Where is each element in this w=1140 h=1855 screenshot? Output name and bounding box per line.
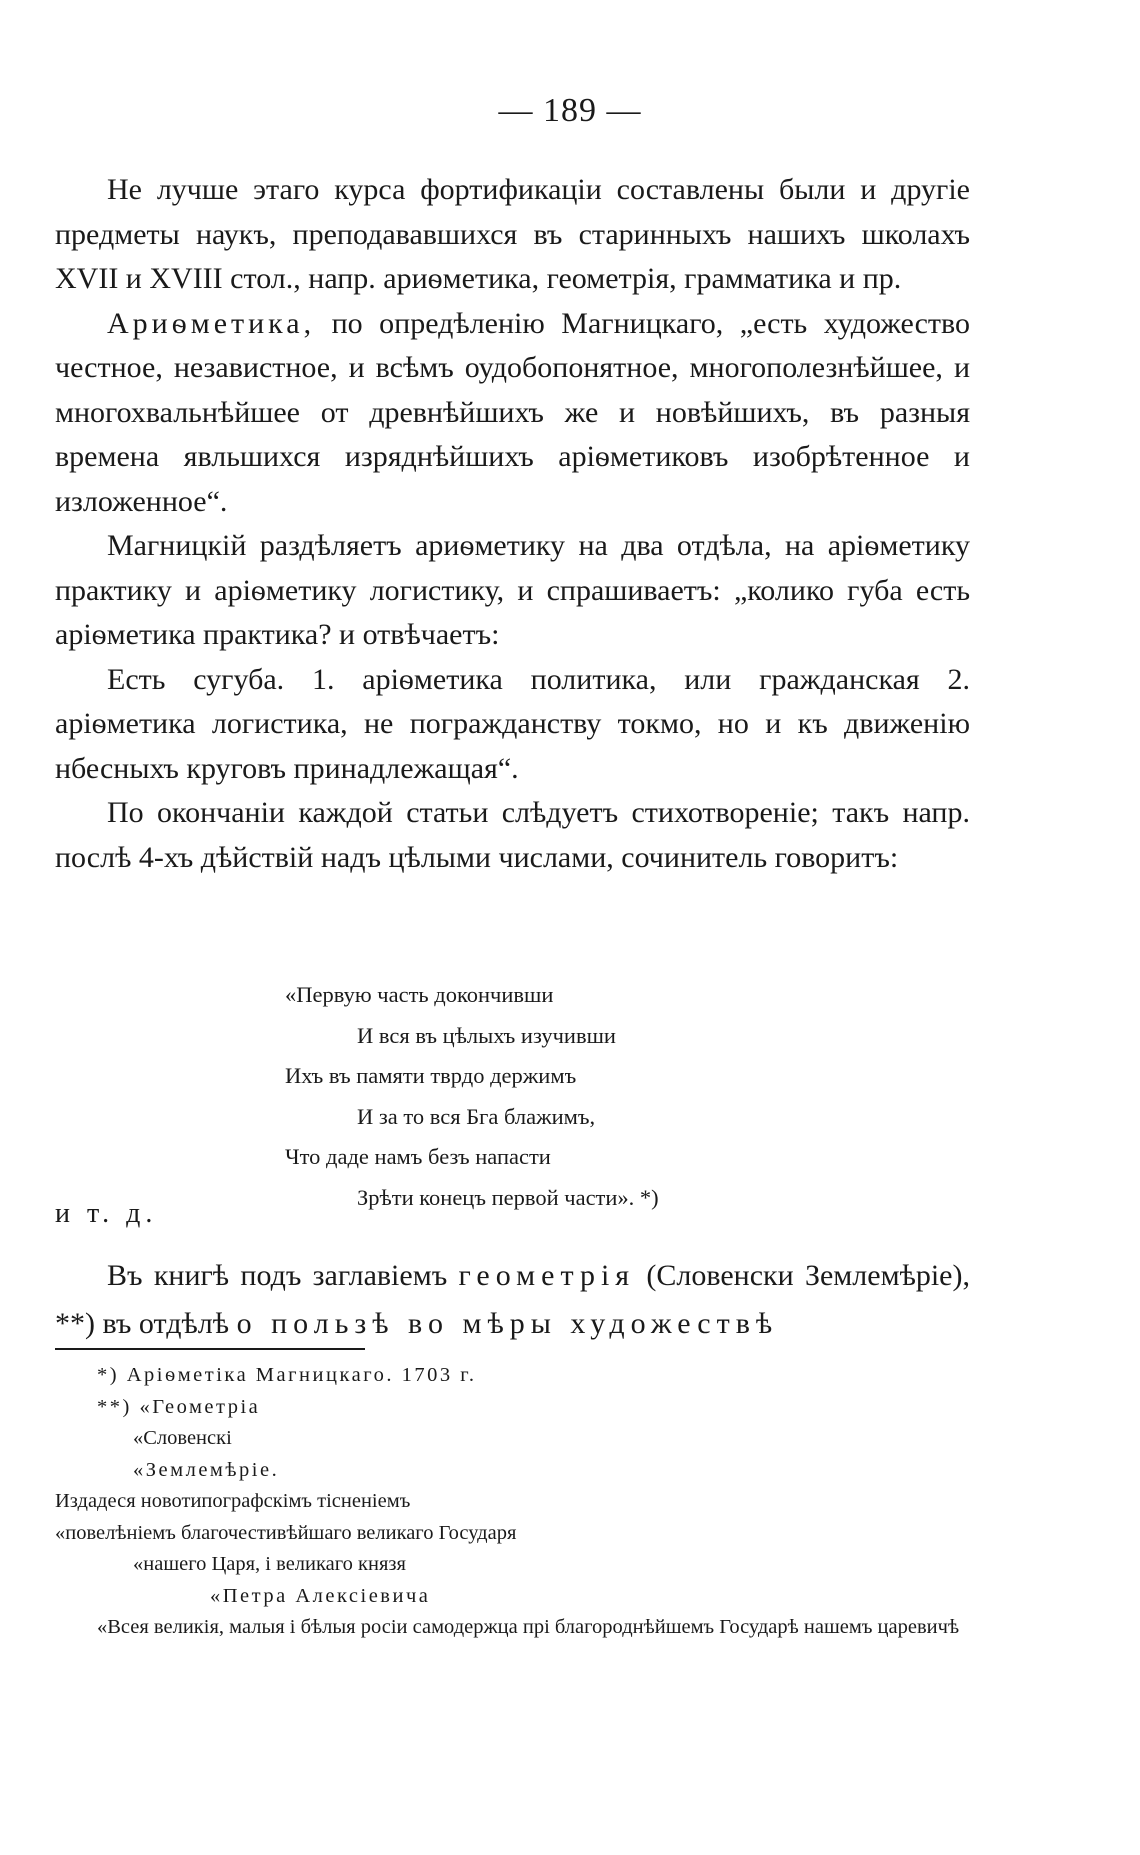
main-text	[55, 168, 970, 880]
paragraph-4: Есть сугуба. 1. арiѳметика политика, или гражданская 2. арiѳметика логистика, не погражданству токмо, но и къ движенiю нбесныхъ круговъ принадлежащая“.	[55, 662, 970, 785]
paragraph-6-start: Въ книгѣ подъ заглавiемъ	[107, 1259, 459, 1292]
paragraph-6	[55, 1252, 970, 1348]
paragraph-2	[55, 302, 970, 525]
footnote-2-line: «Петра Алексiевича	[210, 1584, 431, 1607]
spaced-term-geometry: геометрiя	[458, 1259, 636, 1292]
spaced-term-section: о пользѣ во мѣры художествѣ	[236, 1307, 779, 1340]
page-number: — 189 —	[498, 92, 642, 129]
footnote-2-line: «Словенскi	[133, 1427, 232, 1449]
main-text-continued	[55, 1252, 970, 1348]
footnote-2: **) «Геометрiа	[97, 1395, 261, 1418]
footnote-2-line: «Землемѣрiе.	[133, 1458, 280, 1481]
paragraph-2-text: по опредѣленiю Магницкаго, „есть художество честное, независтное, и всѣмъ оудобопонятное, многополезнѣйшее, и многохвальнѣйшее от древнѣйшихъ же и новѣйшихъ, въ разныя времена явльшихся изряднѣйшихъ арiѳметиковъ изобрѣтенное и изложенное“.	[55, 306, 970, 518]
verse-line: И за то вся Бга блажимъ,	[357, 1103, 596, 1129]
etc-text: и т. д.	[55, 1198, 158, 1229]
footnote-2-line: «повелѣнiемъ благочестивѣйшаго великаго Государя	[55, 1521, 517, 1544]
footnote-divider	[55, 1348, 365, 1350]
verse-line: Ихъ въ памяти тврдо держимъ	[285, 1063, 577, 1088]
paragraph-5: По окончанiи каждой статьи слѣдуетъ стихотворенiе; такъ напр. послѣ 4-хъ дѣйствiй надъ цѣлыми числами, сочинитель говоритъ:	[55, 796, 970, 874]
verse-block	[0, 975, 1140, 1218]
spaced-term-arithmetic: Ариѳметика,	[107, 306, 316, 340]
verse-line: «Первую часть докончивши	[285, 982, 554, 1007]
footnote-2-line: «Всея великiя, малыя i бѣлыя росiи самодержца прi благороднѣйшемъ Государѣ нашемъ царевичѣ	[97, 1616, 960, 1638]
footnote-2-line: Издадеся новотипографскiмъ тiсненiемъ	[55, 1490, 411, 1512]
paragraph-3: Магницкiй раздѣляетъ ариѳметику на два отдѣла, на арiѳметику практику и арiѳметику логистику, и спрашиваетъ: „колико губа есть арiѳметика практика? и отвѣчаетъ:	[55, 529, 970, 651]
verse-line: Что даде намъ безъ напасти	[285, 1144, 551, 1169]
verse-line: И вся въ цѣлыхъ изучивши	[357, 1022, 616, 1048]
footnote-1: *) Арiѳметiка Магницкаго. 1703 г.	[97, 1364, 477, 1386]
verse-line: Зрѣти конецъ первой части». *)	[357, 1184, 659, 1210]
footnote-2-line: «нашего Царя, i великаго князя	[133, 1553, 406, 1575]
footnotes	[55, 1360, 985, 1644]
paragraph-1: Не лучше этаго курса фортификацiи составлены были и другiе предметы наукъ, преподававшихся въ старинныхъ нашихъ школахъ XVII и XVIII стол., напр. ариѳметика, геометрiя, грамматика и пр.	[55, 173, 970, 295]
paragraph-6-mid: (Словенски Землемѣрiе), **) въ отдѣлѣ	[55, 1259, 970, 1340]
